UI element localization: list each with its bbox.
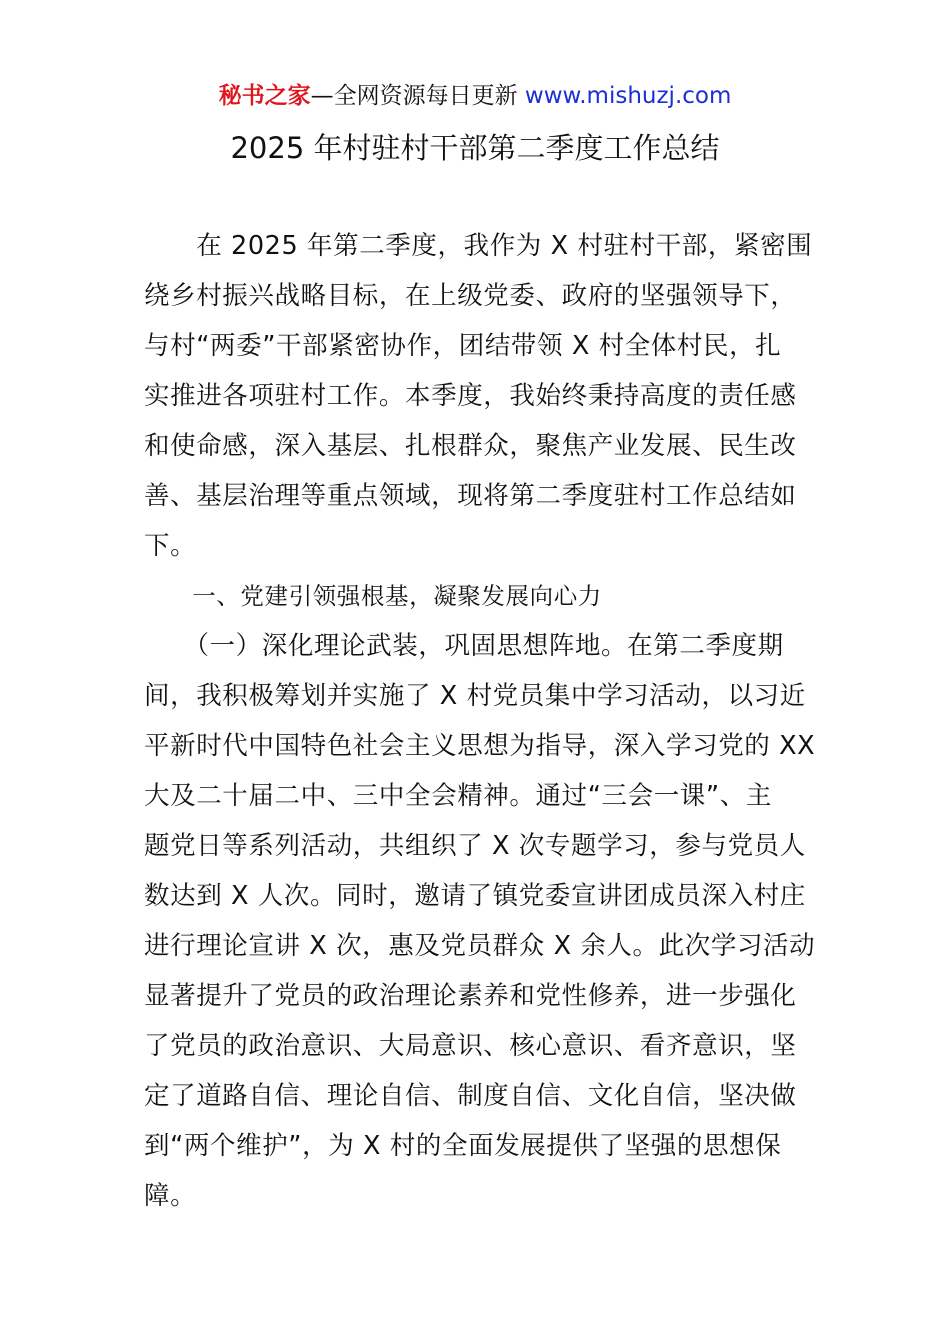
- body-line: 障。: [144, 1181, 197, 1211]
- body-line: （一）深化理论武装，巩固思想阵地。在第二季度期: [144, 631, 784, 661]
- document-title: 2025 年村驻村干部第二季度工作总结: [230, 131, 720, 165]
- body-line: 绕乡村振兴战略目标，在上级党委、政府的坚强领导下，: [144, 281, 797, 311]
- brand-name: 秘书之家: [218, 83, 311, 109]
- body-line: 了党员的政治意识、大局意识、核心意识、看齐意识，坚: [144, 1031, 797, 1061]
- body-line: 与村“两委”干部紧密协作，团结带领 X 村全体村民，扎: [144, 331, 782, 361]
- section-heading: 一、党建引领强根基，凝聚发展向心力: [144, 582, 602, 610]
- body-line: 平新时代中国特色社会主义思想为指导，深入学习党的 XX: [144, 731, 816, 761]
- body-line: 和使命感，深入基层、扎根群众，聚焦产业发展、民生改: [144, 431, 797, 461]
- body-line: 显著提升了党员的政治理论素养和党性修养，进一步强化: [144, 981, 797, 1011]
- body-line: 下。: [144, 531, 197, 561]
- body-line: 定了道路自信、理论自信、制度自信、文化自信，坚决做: [144, 1081, 797, 1111]
- header-tagline: —全网资源每日更新: [310, 83, 525, 109]
- site-header: [0, 80, 950, 112]
- body-line: 进行理论宣讲 X 次，惠及党员群众 X 余人。此次学习活动: [144, 931, 816, 961]
- body-line: 善、基层治理等重点领域，现将第二季度驻村工作总结如: [144, 481, 797, 511]
- site-link[interactable]: www.mishuzj.com: [524, 83, 732, 109]
- body-line: 在 2025 年第二季度，我作为 X 村驻村干部，紧密围: [144, 231, 813, 261]
- body-line: 到“两个维护”，为 X 村的全面发展提供了坚强的思想保: [144, 1131, 782, 1161]
- body-line: 数达到 X 人次。同时，邀请了镇党委宣讲团成员深入村庄: [144, 881, 806, 911]
- body-line: 大及二十届二中、三中全会精神。通过“三会一课”、主: [144, 781, 772, 811]
- body-line: 实推进各项驻村工作。本季度，我始终秉持高度的责任感: [144, 381, 797, 411]
- body-line: 题党日等系列活动，共组织了 X 次专题学习，参与党员人: [144, 831, 806, 861]
- body-line: 间，我积极筹划并实施了 X 村党员集中学习活动，以习近: [144, 681, 806, 711]
